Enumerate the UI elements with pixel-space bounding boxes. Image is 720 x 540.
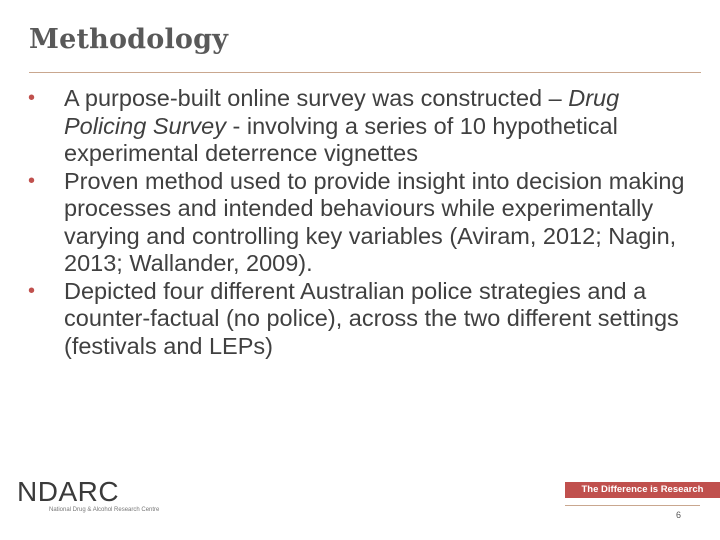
bullet-item — [28, 85, 698, 168]
logo-subtitle: National Drug & Alcohol Research Centre — [49, 507, 160, 513]
bullet-text: Proven method used to provide insight into decision making processes and intended behaviours while experimentally varying and controlling key variables (Aviram, 2012; Nagin, 2013; Wallander, 2009). — [64, 167, 685, 276]
title-divider — [29, 72, 701, 73]
footer-divider — [565, 505, 700, 506]
bullet-item — [28, 278, 698, 361]
bullet-marker: • — [28, 169, 36, 192]
tagline-banner: The Difference is Research — [565, 482, 720, 498]
bullet-marker: • — [28, 279, 36, 302]
slide-title: Methodology — [29, 24, 229, 55]
bullet-list — [28, 85, 698, 360]
logo-wordmark: NDARC — [17, 476, 120, 507]
bullet-text: A purpose-built online survey was constructed – — [64, 85, 569, 111]
survey-name: Drug Policing Survey — [64, 85, 620, 139]
bullet-text: Depicted four different Australian police strategies and a counter-factual (no police), across the two different settings (festivals and LEPs) — [64, 277, 679, 359]
bullet-marker: • — [28, 87, 36, 109]
bullet-item — [28, 168, 698, 278]
page-number: 6 — [676, 510, 682, 520]
ndarc-logo — [17, 478, 159, 514]
bullet-text: - involving a series of 10 hypothetical experimental deterrence vignettes — [64, 112, 618, 166]
